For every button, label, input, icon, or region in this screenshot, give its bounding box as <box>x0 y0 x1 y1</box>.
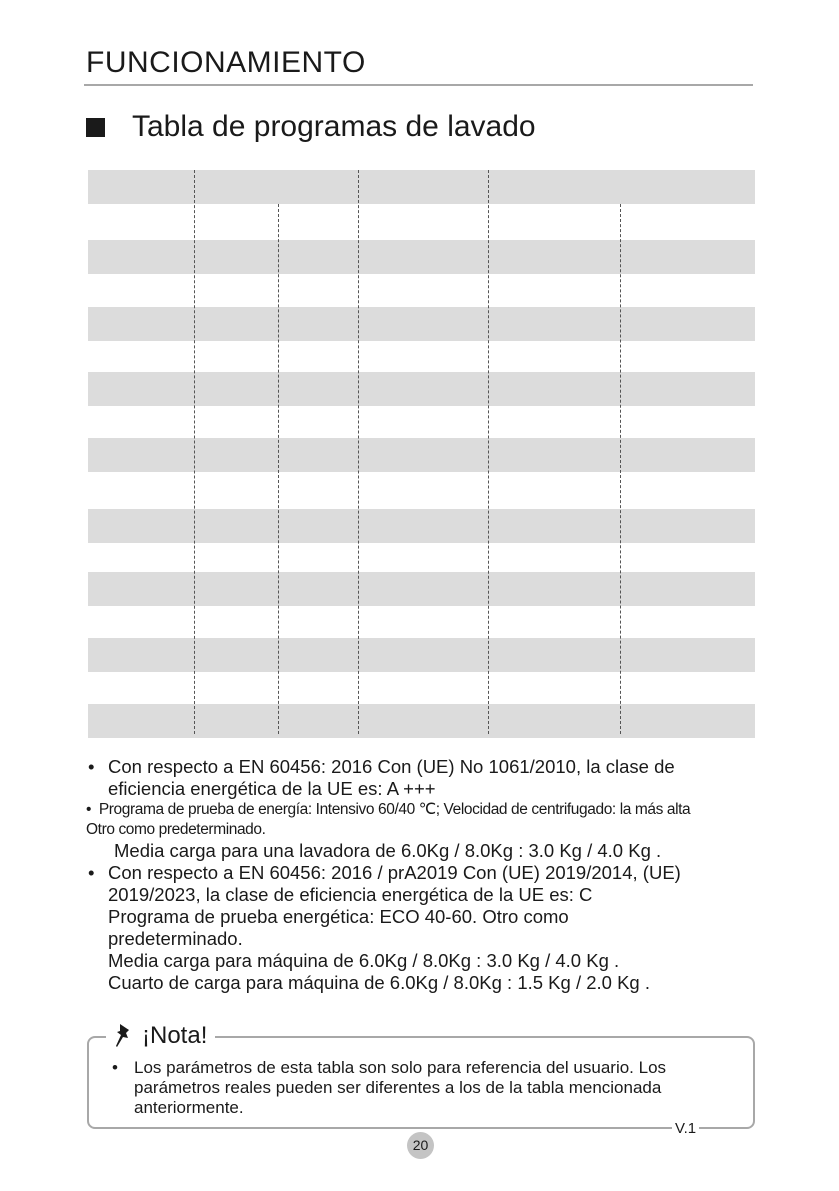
bullet-dot: • <box>86 801 92 818</box>
table-column-divider <box>194 170 195 734</box>
table-row-band <box>88 372 755 406</box>
table-column-divider <box>358 170 359 734</box>
note-line: Con respecto a EN 60456: 2016 Con (UE) No 1061/2010, la clase de <box>108 756 675 777</box>
energy-notes <box>86 756 766 994</box>
note-line: Cuarto de carga para máquina de 6.0Kg / 8.0Kg : 1.5 Kg / 2.0 Kg . <box>108 972 650 993</box>
section-bullet-square-icon <box>86 118 105 137</box>
pushpin-icon <box>114 1023 134 1049</box>
note-item <box>86 756 766 800</box>
table-row-band <box>88 307 755 341</box>
program-table <box>88 170 755 737</box>
bullet-dot: • <box>88 862 95 883</box>
note-text: Los parámetros de esta tabla son solo para referencia del usuario. Los parámetros reales pueden ser diferentes a los de la tabla mencionada anteriormente. <box>134 1058 667 1117</box>
note-line: Media carga para máquina de 6.0Kg / 8.0Kg : 3.0 Kg / 4.0 Kg . <box>108 950 620 971</box>
note-line: eficiencia energética de la UE es: A +++ <box>108 778 436 799</box>
table-row-band <box>88 509 755 543</box>
note-line: Con respecto a EN 60456: 2016 / prA2019 Con (UE) 2019/2014, (UE) <box>108 862 681 883</box>
table-row-band <box>88 572 755 606</box>
table-header-band <box>88 170 755 204</box>
table-row-band <box>88 240 755 274</box>
version-label: V.1 <box>672 1120 699 1137</box>
table-row-band <box>88 704 755 738</box>
bullet-dot: • <box>88 756 95 777</box>
note-heading-text: ¡Nota! <box>142 1022 208 1049</box>
note-line: Programa de prueba de energía: Intensivo 60/40 ℃; Velocidad de centrifugado: la más alta <box>98 801 691 818</box>
note-line: Media carga para una lavadora de 6.0Kg / 8.0Kg : 3.0 Kg / 4.0 Kg . <box>114 840 662 861</box>
note-line: Programa de prueba energética: ECO 40-60. Otro como <box>108 906 569 927</box>
bullet-dot: • <box>112 1058 118 1077</box>
note-item <box>86 800 766 840</box>
table-subcolumn-divider <box>620 204 621 734</box>
note-heading <box>106 1022 215 1050</box>
note-body <box>112 1058 732 1118</box>
table-row-band <box>88 438 755 472</box>
table-column-divider <box>488 170 489 734</box>
page-title: FUNCIONAMIENTO <box>86 46 366 79</box>
table-subcolumn-divider <box>278 204 279 734</box>
note-line: predeterminado. <box>108 928 243 949</box>
header-rule <box>84 84 753 86</box>
section-title: Tabla de programas de lavado <box>132 110 536 143</box>
table-row-band <box>88 638 755 672</box>
note-line: Otro como predeterminado. <box>86 821 266 838</box>
note-item <box>86 862 766 994</box>
note-line: 2019/2023, la clase de eficiencia energética de la UE es: C <box>108 884 593 905</box>
page-number: 20 <box>407 1132 434 1159</box>
